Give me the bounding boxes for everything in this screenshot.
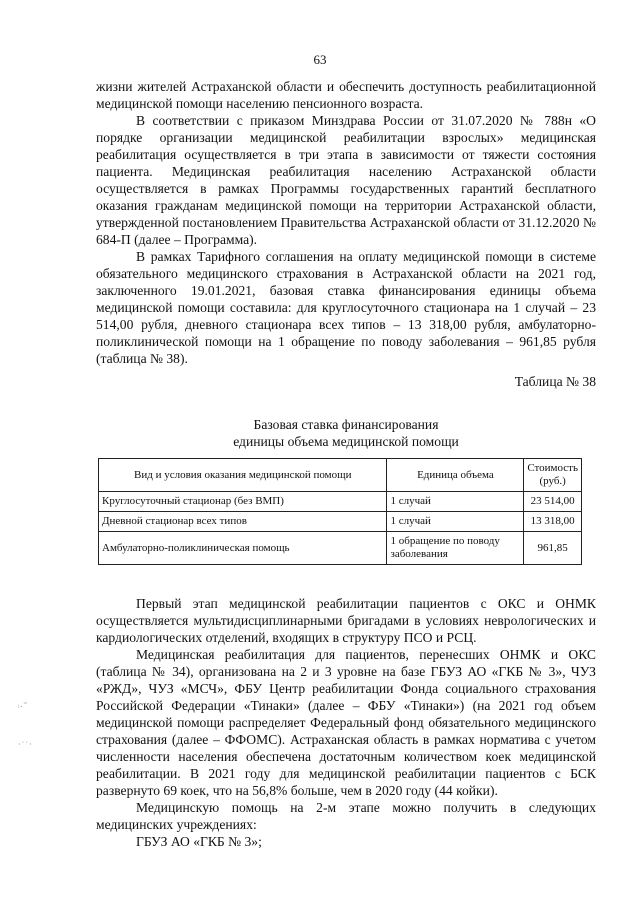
paragraph-1: жизни жителей Астраханской области и обеспечить доступность реабилитационной медицинской помощи населению пенсионного возраста.: [96, 79, 596, 111]
page-number: 63: [313, 52, 327, 67]
cell-cost: 961,85: [524, 532, 582, 565]
rates-table: [98, 458, 582, 565]
paragraph-6: Медицинскую помощь на 2-м этапе можно получить в следующих медицинских учреждениях:: [96, 800, 596, 832]
header-cost: Стоимость (руб.): [524, 459, 582, 492]
table-row: [99, 492, 582, 512]
table-title-line-1: Базовая ставка финансирования: [253, 417, 439, 432]
table-header-row: [99, 459, 582, 492]
cell-service-type: Круглосуточный стационар (без ВМП): [99, 492, 387, 512]
header-unit: Единица объема: [387, 459, 524, 492]
paragraph-7: ГБУЗ АО «ГКБ № 3»;: [136, 834, 262, 849]
cell-unit: 1 случай: [387, 512, 524, 532]
cell-unit: 1 случай: [387, 492, 524, 512]
scan-artifact-icon: ·˙˙·: [18, 740, 33, 749]
paragraph-2: В соответствии с приказом Минздрава России от 31.07.2020 № 788н «О порядке организации медицинской реабилитации взрослых» медицинская реабилитация осуществляется в три этапа в зависимости от тяжести состояния пациента. Медицинская реабилитация населению Астраханской области осуществляется в рамках Программы государственных гарантий бесплатного оказания гражданам медицинской помощи на территории Астраханской области, утвержденной постановлением Правительства Астраханской области от 31.12.2020 № 684-П (далее – Программа).: [96, 113, 596, 247]
cell-unit: 1 обращение по поводу заболевания: [387, 532, 524, 565]
scan-artifact-icon: ᵢ.⁼: [18, 700, 29, 709]
table-row: [99, 512, 582, 532]
header-service-type: Вид и условия оказания медицинской помощи: [99, 459, 387, 492]
cell-service-type: Амбулаторно-поликлиническая помощь: [99, 532, 387, 565]
table-title: [96, 416, 596, 450]
table-row: [99, 532, 582, 565]
document-body: [96, 78, 596, 850]
paragraph-3: В рамках Тарифного соглашения на оплату медицинской помощи в системе обязательного медицинского страхования в Астраханской области на 2021 год, заключенного 19.01.2021, базовая ставка финансирования единицы объема медицинской помощи составила: для круглосуточного стационара на 1 случай – 23 514,00 рубля, дневного стационара всех типов – 13 318,00 рубля, амбулаторно-поликлинической помощи на 1 обращение по поводу заболевания – 961,85 рубля (таблица № 38).: [96, 249, 596, 366]
table-label: Таблица № 38: [514, 374, 596, 389]
cell-service-type: Дневной стационар всех типов: [99, 512, 387, 532]
cell-cost: 23 514,00: [524, 492, 582, 512]
paragraph-4: Первый этап медицинской реабилитации пациентов с ОКС и ОНМК осуществляется мультидисциплинарными бригадами в условиях неврологических и кардиологических отделений, входящих в структуру ПСО и РСЦ.: [96, 596, 596, 645]
cell-cost: 13 318,00: [524, 512, 582, 532]
table-title-line-2: единицы объема медицинской помощи: [233, 434, 459, 449]
paragraph-5: Медицинская реабилитация для пациентов, перенесших ОНМК и ОКС (таблица № 34), организована на 2 и 3 уровне на базе ГБУЗ АО «ГКБ № 3», ЧУЗ «РЖД», ЧУЗ «МСЧ», ФБУ Центр реабилитации Фонда социального страхования Российской Федерации «Тинаки» (далее – ФБУ «Тинаки») (на 2021 год объем медицинской помощи распределяет Федеральный фонд обязательного медицинского страхования (далее – ФФОМС). Астраханская область в рамках норматива с учетом численности населения обеспечена достаточным количеством коек медицинской реабилитации. В 2021 году для медицинской реабилитации пациентов с БСК развернуто 69 коек, что на 56,8% больше, чем в 2020 году (44 койки).: [96, 647, 596, 798]
